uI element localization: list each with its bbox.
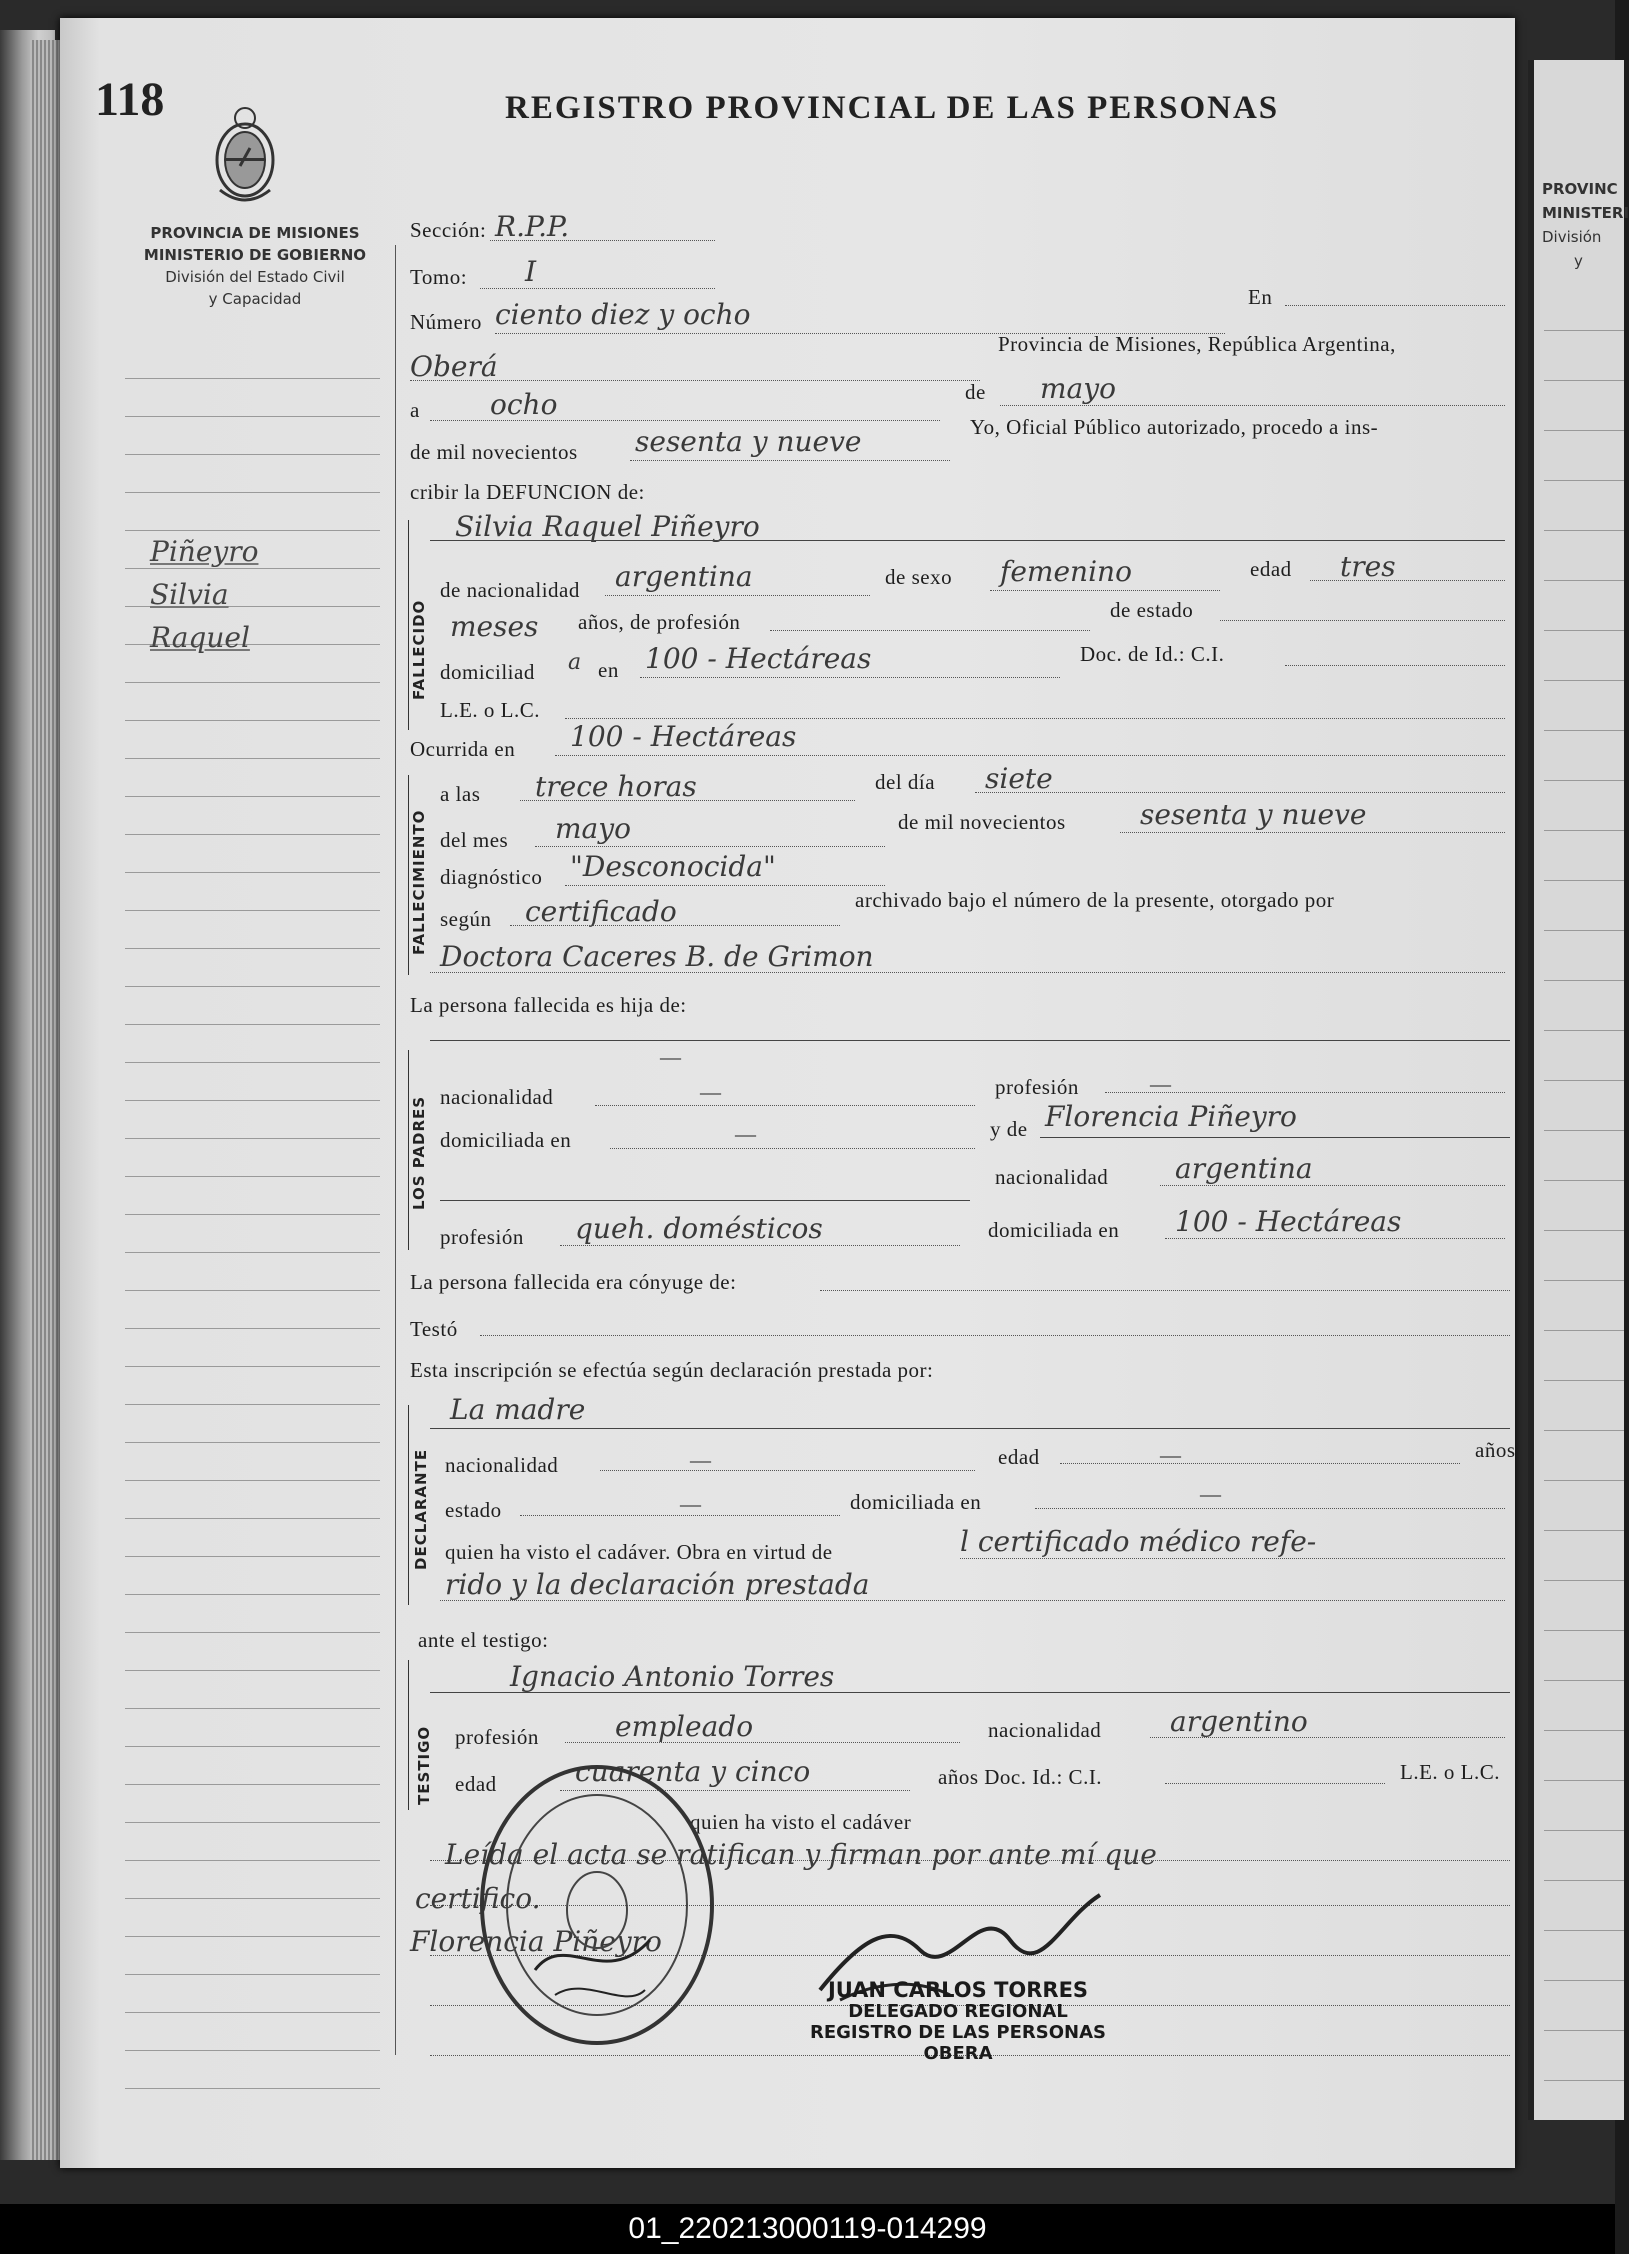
ministry-heading — [120, 222, 390, 310]
dia-value: siete — [985, 762, 1053, 795]
madre-nacionalidad-label: nacionalidad — [995, 1165, 1109, 1189]
declarante-name: La madre — [450, 1393, 586, 1426]
mes-value: mayo — [555, 812, 631, 845]
adjacent-page-text-4: y — [1574, 252, 1583, 270]
domiciliad-label: domiciliad — [440, 660, 535, 684]
padres-bracket — [408, 1050, 409, 1250]
image-id: 01_220213000119-014299 — [628, 2212, 987, 2245]
madre-nacionalidad-value: argentina — [1175, 1152, 1313, 1185]
year-value: sesenta y nueve — [635, 425, 862, 458]
sexo-value: femenino — [1000, 555, 1132, 588]
margin-rule — [125, 986, 380, 987]
margin-divider — [395, 245, 396, 2055]
closing-line-1: Leída el acta se ratifican y firman por ante mí que — [445, 1838, 1157, 1871]
month-value: mayo — [1040, 372, 1116, 405]
mil-label: de mil novecientos — [410, 440, 578, 464]
visto-text: quien ha visto el cadáver. Obra en virtud de — [445, 1540, 833, 1564]
deceased-name: Silvia Raquel Piñeyro — [455, 510, 760, 543]
official-seal-icon — [475, 1760, 720, 2050]
margin-rule — [125, 1974, 380, 1975]
estado-label: de estado — [1110, 598, 1194, 622]
padre-domicilio-label: domiciliada en — [440, 1128, 572, 1152]
madre-name: Florencia Piñeyro — [1045, 1100, 1297, 1133]
margin-rule — [125, 1556, 380, 1557]
fallecimiento-bracket — [408, 775, 409, 975]
margin-rule — [125, 1100, 380, 1101]
margin-rule — [125, 492, 380, 493]
margin-middlename: Raquel — [150, 621, 250, 654]
closing-line-2: certifico. — [415, 1882, 541, 1915]
margin-rule — [125, 1632, 380, 1633]
margin-rule — [125, 1138, 380, 1139]
page-title: REGISTRO PROVINCIAL DE LAS PERSONAS — [505, 90, 1280, 126]
en-label: En — [1248, 285, 1273, 309]
testigo-bracket — [408, 1660, 409, 1810]
margin-rule — [125, 2088, 380, 2089]
ministry-line-3: División del Estado Civil — [165, 268, 345, 286]
diagnostico-value: "Desconocida" — [570, 850, 776, 883]
ministry-line-4: y Capacidad — [208, 290, 302, 308]
alas-label: a las — [440, 782, 481, 806]
declarante-side-label: DECLARANTE — [412, 1448, 430, 1570]
margin-rule — [125, 872, 380, 873]
fallecido-side-label: FALLECIDO — [410, 599, 428, 700]
margin-rule — [125, 1442, 380, 1443]
margin-rule — [125, 1936, 380, 1937]
le-label: L.E. o L.C. — [440, 698, 540, 722]
segun-value: certificado — [525, 895, 677, 928]
edad-label: edad — [1250, 557, 1292, 581]
oficial-text: Yo, Oficial Público autorizado, procedo a ins- — [970, 415, 1379, 439]
official-registry: REGISTRO DE LAS PERSONAS — [810, 2022, 1107, 2043]
margin-rule — [125, 454, 380, 455]
padre-nacionalidad-label: nacionalidad — [440, 1085, 554, 1109]
inscribir-text: cribir la DEFUNCION de: — [410, 480, 645, 504]
coat-of-arms-icon — [210, 100, 280, 210]
madre-domicilio-label: domiciliada en — [988, 1218, 1120, 1242]
tomo-label: Tomo: — [410, 265, 468, 289]
testigo-visto-label: quien ha visto el cadáver — [690, 1810, 912, 1834]
adjacent-page-text-3: División — [1542, 228, 1602, 246]
visto-continuation: rido y la declaración prestada — [445, 1568, 870, 1601]
diagnostico-label: diagnóstico — [440, 865, 543, 889]
ministry-line-2: MINISTERIO DE GOBIERNO — [143, 246, 367, 264]
seccion-value: R.P.P. — [495, 210, 570, 243]
adjacent-page-text-1: PROVINC — [1542, 180, 1618, 198]
margin-rule — [125, 1708, 380, 1709]
dia-label: del día — [875, 770, 936, 794]
padre-prof-dash: — — [1150, 1072, 1172, 1096]
margin-rule — [125, 378, 380, 379]
archivado-text: archivado bajo el número de la presente, otorgado por — [855, 888, 1335, 912]
margin-rule — [125, 910, 380, 911]
tomo-value: I — [525, 255, 537, 288]
domicilio-value: 100 - Hectáreas — [645, 642, 872, 675]
en-domicilio-label: en — [598, 658, 619, 682]
margin-rule — [125, 682, 380, 683]
day-value: ocho — [490, 388, 558, 421]
margin-rule — [125, 948, 380, 949]
nacionalidad-label: de nacionalidad — [440, 578, 580, 602]
testigo-le-label: L.E. o L.C. — [1400, 1760, 1500, 1784]
declarante-anos-label: años — [1475, 1438, 1516, 1462]
fallecimiento-side-label: FALLECIMIENTO — [410, 809, 428, 955]
testigo-nac-value: argentino — [1170, 1705, 1308, 1738]
doc-label: Doc. de Id.: C.I. — [1080, 642, 1225, 666]
conyuge-text: La persona fallecida era cónyuge de: — [410, 1270, 737, 1294]
image-id-bar — [0, 2204, 1615, 2254]
visto-value: l certificado médico refe- — [960, 1525, 1317, 1558]
a-label: a — [410, 398, 420, 422]
margin-rule — [125, 1176, 380, 1177]
testigo-side-label: TESTIGO — [415, 1725, 433, 1805]
declarante-nac-label: nacionalidad — [445, 1453, 559, 1477]
meses-value: meses — [450, 610, 539, 643]
margin-rule — [125, 720, 380, 721]
edad-value: tres — [1340, 550, 1396, 583]
testigo-edad-value: cuarenta y cinco — [575, 1755, 811, 1788]
padre-nac-dash: — — [700, 1080, 722, 1104]
mes-label: del mes — [440, 828, 509, 852]
declarante-bracket — [408, 1405, 409, 1605]
testigo-intro: ante el testigo: — [418, 1628, 549, 1652]
margin-rule — [125, 1784, 380, 1785]
declarante-dom-label: domiciliada en — [850, 1490, 982, 1514]
numero-label: Número — [410, 310, 482, 334]
testigo-doc-label: años Doc. Id.: C.I. — [938, 1765, 1103, 1789]
margin-rule — [125, 1252, 380, 1253]
declarante-edad-label: edad — [998, 1445, 1040, 1469]
margin-rule — [125, 2050, 380, 2051]
margin-surname: Piñeyro — [150, 535, 259, 568]
testigo-profesion-value: empleado — [615, 1710, 754, 1743]
fallecido-bracket — [408, 520, 409, 730]
margin-rule — [125, 1290, 380, 1291]
adjacent-page-text-2: MINISTERI — [1542, 204, 1629, 222]
doctor-value: Doctora Caceres B. de Grimon — [440, 940, 874, 973]
madre-domicilio-value: 100 - Hectáreas — [1175, 1205, 1402, 1238]
margin-rule — [125, 1898, 380, 1899]
testigo-name: Ignacio Antonio Torres — [510, 1660, 835, 1693]
margin-rule — [125, 1328, 380, 1329]
ocurrida-label: Ocurrida en — [410, 737, 516, 761]
hora-value: trece horas — [535, 770, 697, 803]
declarante-estado-dash: — — [680, 1492, 702, 1516]
declaracion-text: Esta inscripción se efectúa según declaración prestada por: — [410, 1358, 934, 1382]
yde-label: y de — [990, 1117, 1028, 1141]
margin-rule — [125, 1746, 380, 1747]
padre-dom-dash: — — [735, 1122, 757, 1146]
place-value: Oberá — [410, 350, 498, 383]
testigo-profesion-label: profesión — [455, 1725, 539, 1749]
declarante-estado-label: estado — [445, 1498, 502, 1522]
margin-rule — [125, 1024, 380, 1025]
testo-label: Testó — [410, 1317, 458, 1341]
ministry-line-1: PROVINCIA DE MISIONES — [150, 224, 360, 242]
padres-side-label: LOS PADRES — [410, 1095, 428, 1210]
numero-value: ciento diez y ocho — [495, 298, 751, 331]
closing-sign-name: Florencia Piñeyro — [410, 1925, 662, 1958]
margin-rule — [125, 1404, 380, 1405]
madre-profesion-label: profesión — [440, 1225, 524, 1249]
margin-rule — [125, 1594, 380, 1595]
sexo-label: de sexo — [885, 565, 953, 589]
official-name: JUAN CARLOS TORRES — [827, 1978, 1089, 2002]
margin-rule — [125, 1860, 380, 1861]
margin-rule — [125, 1480, 380, 1481]
margin-rule — [125, 1518, 380, 1519]
provincia-text: Provincia de Misiones, República Argentina, — [998, 332, 1396, 356]
mil-fallecimiento-label: de mil novecientos — [898, 810, 1066, 834]
declarante-edad-dash: — — [1160, 1443, 1182, 1467]
margin-rule — [125, 530, 380, 531]
anio-value: sesenta y nueve — [1140, 798, 1367, 831]
adjacent-page — [1528, 60, 1629, 2120]
anos-profesion-label: años, de profesión — [578, 610, 741, 634]
page-number: 118 — [95, 73, 165, 126]
nacionalidad-value: argentina — [615, 560, 753, 593]
hija-text: La persona fallecida es hija de: — [410, 993, 687, 1017]
testigo-nac-label: nacionalidad — [988, 1718, 1102, 1742]
margin-rule — [125, 568, 380, 569]
margin-rule — [125, 834, 380, 835]
margin-rule — [125, 758, 380, 759]
declarante-nac-dash: — — [690, 1448, 712, 1472]
madre-profesion-value: queh. domésticos — [575, 1212, 823, 1245]
margin-rule — [125, 1822, 380, 1823]
margin-rule — [125, 1366, 380, 1367]
padre-profesion-label: profesión — [995, 1075, 1079, 1099]
de-label: de — [965, 380, 986, 404]
margin-rule — [125, 1214, 380, 1215]
testigo-edad-label: edad — [455, 1772, 497, 1796]
official-city: OBERA — [923, 2043, 993, 2064]
margin-rule — [125, 1062, 380, 1063]
seccion-label: Sección: — [410, 218, 487, 242]
margin-rule — [125, 796, 380, 797]
ocurrida-value: 100 - Hectáreas — [570, 720, 797, 753]
segun-label: según — [440, 907, 492, 931]
margin-rule — [125, 1670, 380, 1671]
official-role: DELEGADO REGIONAL — [848, 2001, 1068, 2022]
declarante-dom-dash: — — [1200, 1482, 1222, 1506]
margin-rule — [125, 416, 380, 417]
margin-firstname: Silvia — [150, 578, 229, 611]
padre-dash: — — [660, 1045, 682, 1069]
margin-rule — [125, 2012, 380, 2013]
official-name-stamp — [810, 1980, 1106, 2064]
domiciliad-suffix: a — [568, 650, 582, 675]
